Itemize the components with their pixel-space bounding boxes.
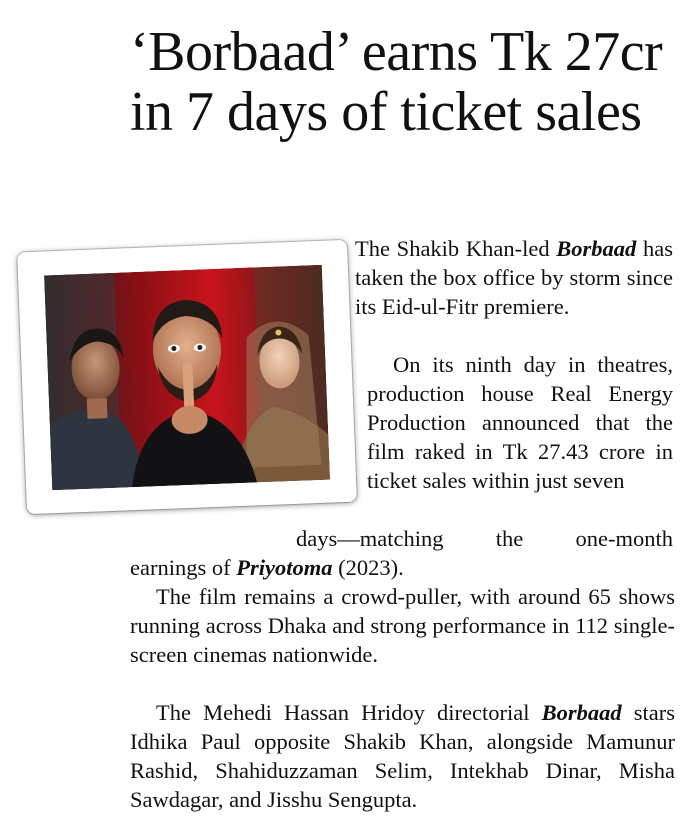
p2-column-text: On its ninth day in theatres, production house Real Energy Production announced that the film raked in Tk 27.43 crore in ticket sales within just seven	[367, 352, 673, 493]
p4-text-end: stars Idhika Paul opposite Shakib Khan, alongside Mamunur Rashid, Shahiduzzaman Selim, Intekhab Dinar, Misha Sawdagar, and Jisshu Sengupta.	[130, 700, 675, 812]
film-poster-photo	[17, 240, 357, 514]
paragraph-3	[130, 582, 675, 669]
film-title-priyotoma: Priyotoma	[236, 555, 333, 580]
p4-text-start: The Mehedi Hassan Hridoy directorial	[156, 700, 542, 725]
film-title: Borbaad	[556, 236, 637, 261]
paragraph-2-wide-line	[296, 524, 673, 553]
poster-image	[44, 265, 330, 491]
paragraph-2-end	[130, 553, 675, 582]
paragraph-1	[355, 234, 673, 321]
headline: ‘Borbaad’ earns Tk 27cr in 7 days of ticket sales	[130, 21, 663, 143]
p1-text-start: The Shakib Khan-led	[355, 236, 557, 261]
p2-end-text-end: (2023).	[332, 555, 404, 580]
p3-text: The film remains a crowd-puller, with around 65 shows running across Dhaka and strong performance in 112 single-screen cinemas nationwide.	[130, 584, 675, 667]
poster-illustration	[44, 265, 330, 491]
p2-end-text-start: earnings of	[130, 555, 237, 580]
paragraph-4	[130, 698, 675, 814]
p1-text-end: has taken the box office by storm since its Eid-ul-Fitr premiere.	[355, 236, 674, 319]
paragraph-2-column	[367, 350, 673, 495]
film-title-2: Borbaad	[541, 700, 622, 725]
p2-wide-line-text: days—matching the one-month	[296, 526, 673, 551]
